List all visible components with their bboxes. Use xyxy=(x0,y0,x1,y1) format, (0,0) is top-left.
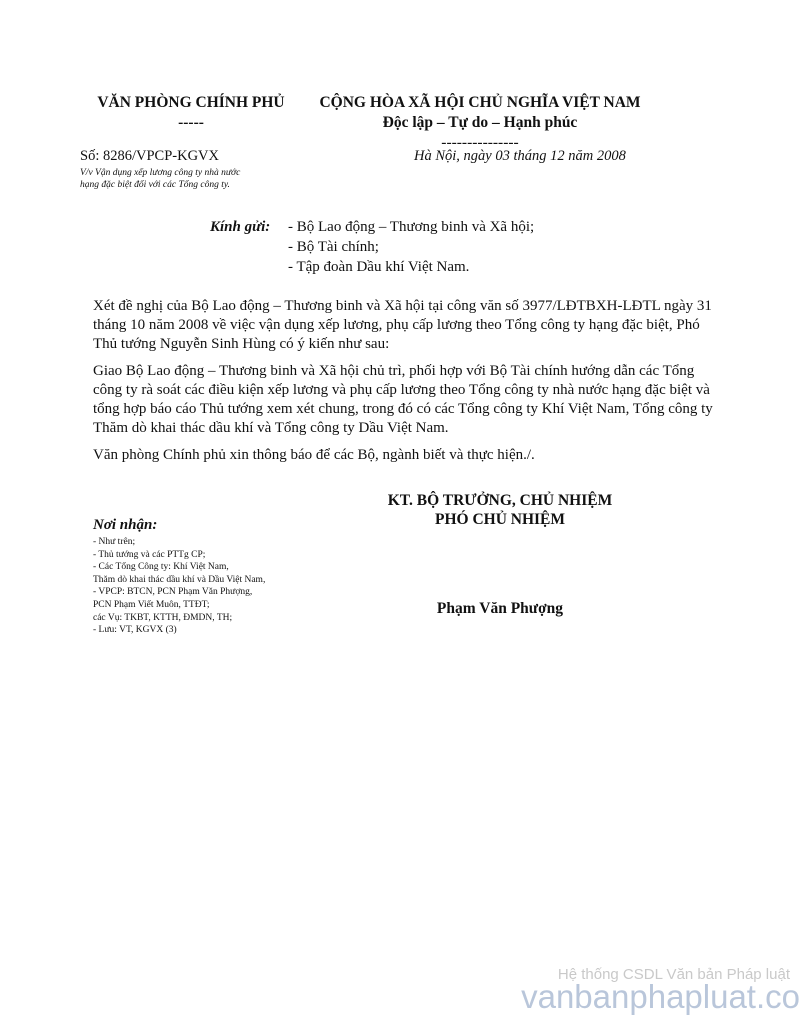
document-subject xyxy=(80,167,300,191)
body-paragraph: Văn phòng Chính phủ xin thông báo để các Bộ, ngành biết và thực hiện./. xyxy=(93,447,535,463)
place-date: Hà Nội, ngày 03 tháng 12 năm 2008 xyxy=(414,148,626,164)
cc-block xyxy=(93,517,313,637)
cc-item: - Lưu: VT, KGVX (3) xyxy=(93,625,177,636)
signer-position: PHÓ CHỦ NHIỆM xyxy=(434,511,566,528)
country-header xyxy=(300,93,660,153)
cc-item: Thăm dò khai thác dầu khí và Dầu Việt Nam, xyxy=(93,574,266,585)
agency-rule: ----- xyxy=(178,114,204,131)
recipients-label: Kính gửi: xyxy=(210,219,271,235)
recipient-item: - Bộ Lao động – Thương binh và Xã hội; xyxy=(288,219,535,235)
cc-title: Nơi nhận: xyxy=(93,517,158,533)
watermark-domain: vanbanphapluat.co xyxy=(521,978,800,1015)
signer-title: KT. BỘ TRƯỞNG, CHỦ NHIỆM xyxy=(387,492,613,509)
cc-item: - Thủ tướng và các PTTg CP; xyxy=(93,549,206,560)
cc-item: - VPCP: BTCN, PCN Phạm Văn Phượng, xyxy=(93,587,253,598)
body-paragraph: Giao Bộ Lao động – Thương binh và Xã hội chủ trì, phối hợp với Bộ Tài chính hướng dẫn các Tổng công ty rà soát các điều kiện xếp lương và phụ cấp lương theo Tổng công ty nhà nước hạng đặc biệt và tổng hợp báo cáo Thủ tướng xem xét chung, trong đó có các Tổng công ty Khí Việt Nam, Tổng công ty Thăm dò khai thác dầu khí và Tổng công ty Dầu Việt Nam. xyxy=(93,363,713,436)
cc-item: - Các Tổng Công ty: Khí Việt Nam, xyxy=(93,562,229,573)
cc-item: các Vụ: TKBT, KTTH, ĐMDN, TH; xyxy=(93,612,233,623)
subject-line: V/v Vận dụng xếp lương công ty nhà nước xyxy=(80,168,241,178)
cc-list xyxy=(93,536,313,637)
motto-rule: --------------- xyxy=(441,134,519,151)
document-body xyxy=(93,297,713,473)
recipient-item: - Tập đoàn Dầu khí Việt Nam. xyxy=(288,259,470,275)
agency-name: VĂN PHÒNG CHÍNH PHỦ xyxy=(97,94,285,111)
body-paragraph: Xét đề nghị của Bộ Lao động – Thương binh và Xã hội tại công văn số 3977/LĐTBXH-LĐTL ngày 31 tháng 10 năm 2008 về việc vận dụng xếp lương, phụ cấp lương theo Tổng công ty hạng đặc biệt, Phó Thủ tướng Nguyễn Sinh Hùng có ý kiến như sau: xyxy=(93,298,712,352)
watermark-tagline: Hệ thống CSDL Văn bản Pháp luật xyxy=(557,966,790,983)
recipient-item: - Bộ Tài chính; xyxy=(288,239,379,255)
signature-block xyxy=(360,491,640,618)
cc-item: PCN Phạm Viết Muôn, TTĐT; xyxy=(93,599,210,610)
cc-item: - Như trên; xyxy=(93,537,136,547)
country-name: CỘNG HÒA XÃ HỘI CHỦ NGHĨA VIỆT NAM xyxy=(319,94,641,111)
agency-header xyxy=(80,93,302,133)
recipients-list xyxy=(288,217,688,277)
subject-line: hạng đặc biệt đối với các Tổng công ty. xyxy=(80,180,230,190)
signer-name: Phạm Văn Phượng xyxy=(436,600,564,617)
document-number: Số: 8286/VPCP-KGVX xyxy=(80,148,219,164)
national-motto: Độc lập – Tự do – Hạnh phúc xyxy=(382,114,578,131)
